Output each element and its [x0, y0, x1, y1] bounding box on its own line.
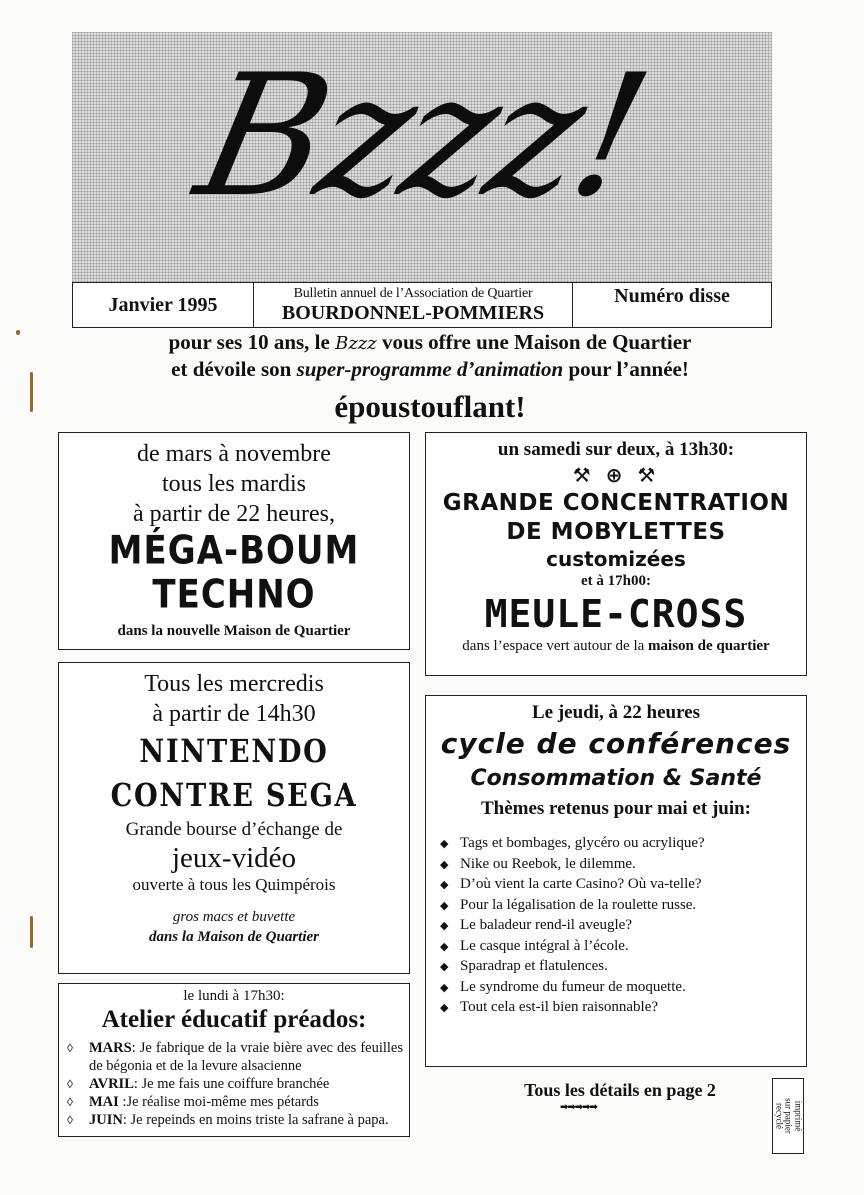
theme-text: Tags et bombages, glycéro ou acrylique? [460, 835, 705, 851]
atelier-box [58, 983, 410, 1137]
theme-text: Sparadrap et flatulences. [460, 958, 608, 974]
theme-text: Le baladeur rend-il aveugle? [460, 917, 632, 933]
list-item [67, 1039, 403, 1075]
theme-text: Le syndrome du fumeur de moquette. [460, 978, 686, 995]
moby-location-text: dans l’espace vert autour de la [462, 638, 649, 654]
association-info [254, 283, 573, 327]
tools-icons [426, 463, 806, 487]
list-item [67, 1075, 403, 1093]
moby-title-2: DE MOBYLETTES [506, 519, 726, 545]
hollow-diamond-bullet-icon: ◊ [67, 1077, 73, 1091]
stamp-line: sur papier [783, 1098, 794, 1134]
details-link-text: Tous les détails en page 2 [524, 1080, 716, 1100]
issue-number: Numéro disse [614, 285, 730, 307]
atelier-text: :Je réalise moi-même mes pétards [118, 1094, 319, 1110]
themes-heading: Thèmes retenus pour mai et juin: [480, 798, 752, 819]
issue-date: Janvier 1995 [73, 283, 254, 327]
recycled-paper-stamp [772, 1078, 804, 1154]
bzzz-inline-logo: Bzzz [335, 333, 377, 354]
theme-text: Tout cela est-il bien raisonnable? [460, 999, 659, 1015]
conf-schedule: Le jeudi, à 22 heures [531, 702, 700, 723]
intro-text: vous offre une Maison de Quartier [376, 330, 692, 354]
list-item [440, 957, 806, 978]
list-item [67, 1093, 403, 1111]
wrench-icon: ⚒ [637, 463, 660, 487]
game-day: Tous les mercredis [144, 671, 324, 697]
moby-location [426, 638, 806, 655]
techno-title-1: MÉGA-BOUM [108, 528, 360, 574]
atelier-month: JUIN [89, 1112, 123, 1128]
atelier-month: AVRIL [89, 1076, 134, 1092]
intro-text: pour l’année! [563, 357, 689, 381]
diamond-bullet-icon: ◆ [440, 1002, 449, 1014]
game-time: à partir de 14h30 [152, 701, 316, 727]
intro-line-2 [60, 357, 800, 382]
bzzz-logo: Bzzz! [182, 38, 662, 234]
diamond-bullet-icon: ◆ [440, 940, 449, 953]
diamond-bullet-icon: ◆ [440, 920, 449, 932]
moby-schedule: un samedi sur deux, à 13h30: [497, 439, 735, 460]
list-item [440, 896, 806, 917]
masthead [72, 32, 772, 282]
diamond-bullet-icon: ◆ [440, 899, 449, 912]
list-item [440, 834, 806, 855]
atelier-title: Atelier éducatif préados: [101, 1006, 367, 1033]
theme-text: D’où vient la carte Casino? Où va-telle? [460, 876, 702, 892]
diamond-bullet-icon: ◆ [440, 838, 449, 850]
techno-period: de mars à novembre [137, 441, 331, 467]
atelier-text: : Je repeinds en moins triste la safrane à papa. [122, 1112, 389, 1128]
moby-location-bold: maison de quartier [648, 638, 770, 654]
diamond-bullet-icon: ◆ [440, 981, 449, 994]
stamp-line: recyclé [774, 1103, 785, 1129]
techno-title-2: TECHNO [152, 572, 316, 618]
diamond-bullet-icon: ◆ [440, 858, 449, 871]
themes-list [440, 834, 806, 1019]
hollow-diamond-bullet-icon: ◊ [67, 1095, 73, 1109]
hollow-diamond-bullet-icon: ◊ [67, 1041, 73, 1055]
headline: époustouflant! [334, 389, 526, 424]
game-note-2: dans la Maison de Quartier [148, 929, 320, 945]
atelier-month: MAI [89, 1094, 119, 1110]
game-desc: Grande bourse d’échange de [125, 819, 343, 840]
intro-line-1 [60, 330, 800, 355]
theme-text: Pour la légalisation de la roulette russe. [460, 896, 697, 913]
moby-title-1: GRANDE CONCENTRATION [442, 490, 790, 516]
list-item [440, 978, 806, 999]
arrow-row-icon: ➡➡➡➡➡ [560, 1102, 597, 1113]
intro-text: pour ses 10 ans, le [168, 330, 336, 354]
rust-mark [30, 372, 33, 412]
moby-title-3: customizées [546, 547, 686, 571]
game-audience: ouverte à tous les Quimpérois [132, 875, 336, 894]
list-item [440, 855, 806, 876]
theme-text: Le casque intégral à l’école. [460, 937, 629, 954]
stamp-line: imprimé [793, 1100, 804, 1132]
meule-cross-title: MEULE-CROSS [484, 592, 748, 636]
bulletin-subtitle: Bulletin annuel de l’Association de Quartier [293, 285, 533, 301]
atelier-text: : Je me fais une coiffure branchée [133, 1076, 330, 1092]
conferences-box [425, 695, 807, 1067]
rust-mark [30, 916, 33, 948]
intro-italic: super-programme d’animation [296, 357, 564, 381]
nintendo-box [58, 662, 410, 974]
list-item [440, 937, 806, 958]
rust-mark [16, 330, 20, 335]
moby-time-2: et à 17h00: [581, 573, 651, 589]
game-title-2: CONTRE SEGA [110, 776, 358, 814]
list-item [67, 1111, 403, 1129]
info-bar [72, 282, 772, 328]
association-name: BOURDONNEL-POMMIERS [281, 301, 545, 324]
atelier-text: : Je fabrique de la vraie bière avec des feuilles de bégonia et de la levure alsacienne [89, 1040, 403, 1074]
atelier-schedule: le lundi à 17h30: [183, 988, 285, 1004]
intro-text: et dévoile son [171, 357, 297, 381]
techno-box [58, 432, 410, 650]
diamond-bullet-icon: ◆ [440, 879, 449, 891]
wrench-icon: ⚒ [572, 463, 595, 487]
techno-location: dans la nouvelle Maison de Quartier [117, 623, 351, 639]
conf-title-1: cycle de conférences [440, 727, 792, 760]
atelier-list [67, 1039, 403, 1129]
theme-text: Nike ou Reebok, le dilemme. [460, 855, 636, 872]
list-item [440, 875, 806, 896]
diamond-bullet-icon: ◆ [440, 961, 449, 973]
techno-day: tous les mardis [162, 471, 306, 497]
conf-title-2: Consommation & Santé [470, 766, 762, 791]
game-note-1: gros macs et buvette [172, 909, 296, 925]
game-title-1: NINTENDO [139, 732, 329, 770]
mobylettes-box [425, 432, 807, 676]
atelier-month: MARS [89, 1040, 132, 1056]
list-item [440, 998, 806, 1019]
game-jeux-video: jeux-vidéo [171, 842, 296, 874]
medical-cross-icon: ⊕ [605, 463, 627, 487]
techno-time: à partir de 22 heures, [133, 501, 335, 527]
list-item [440, 916, 806, 937]
hollow-diamond-bullet-icon: ◊ [67, 1113, 73, 1127]
